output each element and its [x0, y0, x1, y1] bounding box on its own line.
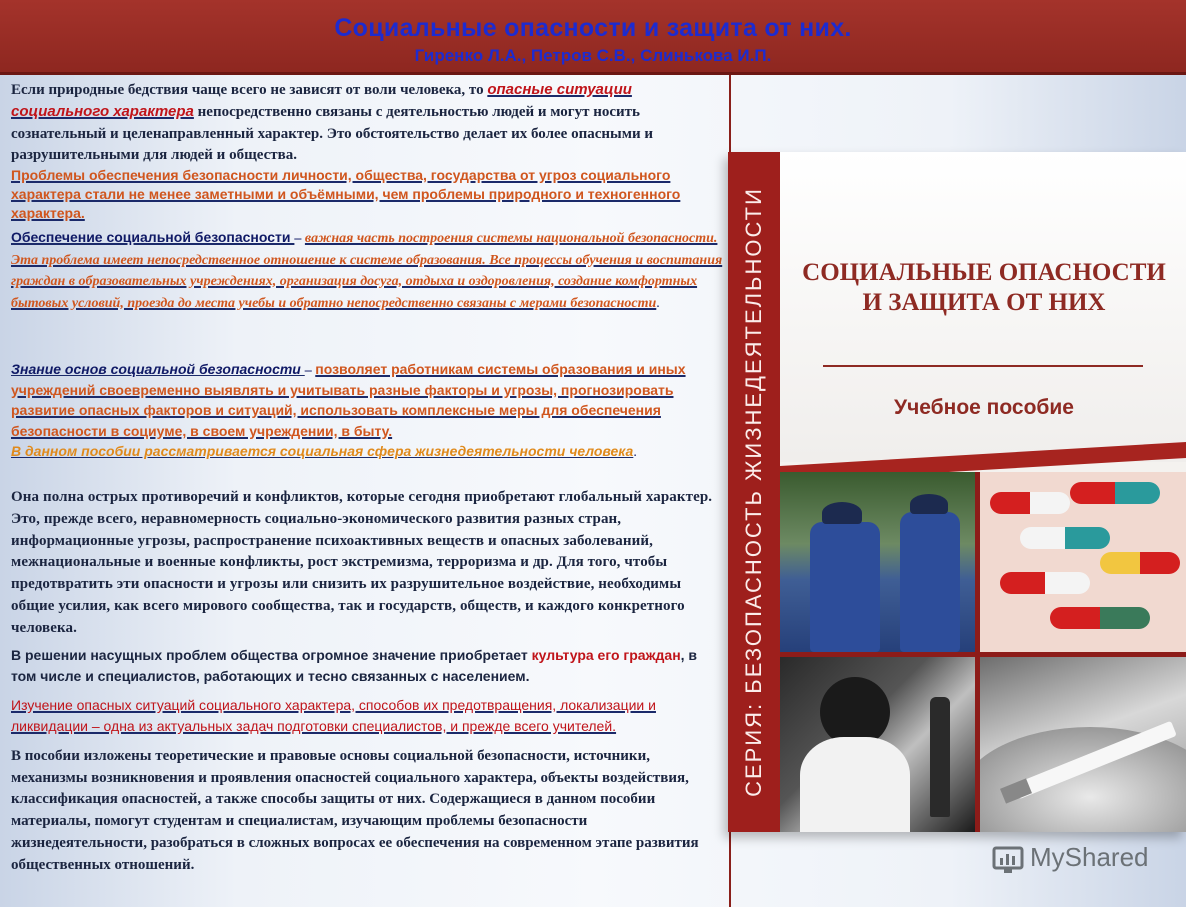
paragraph-contradictions: Она полна острых противоречий и конфликтов, которые сегодня приобретают глобальный характер. Это, прежде всего, неравномерность социально-экономического развития разных стран, информационные угрозы, распространение психоактивных веществ и опасных заболеваний, межнациональные и военные конфликты, рост экстремизма, терроризма и др. Для того, чтобы предотвратить эти опасности и угрозы или снизить их разрушительное воздействие, необходимы общие усилия, как всего мирового сообщества, так и государств, обществ, и каждого конкретного человека.: [11, 489, 713, 636]
social-security-term: Обеспечение социальной безопасности: [11, 229, 295, 245]
paragraph-sphere: [11, 442, 723, 462]
cigarette-photo: [980, 657, 1186, 832]
paragraph-contents: В пособии изложены теоретические и правовые основы социальной безопасности, источники, механизмы возникновения и проявления опасностей социального характера, объекты воздействия, классификация опасностей, а также способы защиты от них. Содержащиеся в данном пособии материалы, помогут студентам и специалистам, изучающим проблемы безопасности жизнедеятельности, разобраться в сложных вопросах ее обеспечения на современном этапе развития общественных отношений.: [11, 748, 699, 873]
culture-highlight: культура его граждан: [531, 647, 681, 663]
pill-icon: [1070, 482, 1160, 504]
pill-icon: [1020, 527, 1110, 549]
book-title-line2: И ЗАЩИТА ОТ НИХ: [862, 289, 1106, 316]
paragraph-intro: [11, 79, 723, 166]
slide-authors: Гиренко Л.А., Петров С.В., Слинькова И.П.: [414, 46, 772, 65]
title-rule: [823, 365, 1143, 367]
period: .: [633, 445, 637, 460]
period: .: [656, 295, 660, 311]
book-spine: [728, 152, 780, 832]
bottle-icon: [930, 697, 950, 817]
intro-highlight: опасные ситуации социального характера: [11, 81, 632, 121]
dash: –: [304, 363, 316, 378]
book-title: [788, 258, 1180, 318]
police-officer-figure: [900, 512, 960, 652]
knowledge-definition: позволяет работникам системы образования и иных учреждений своевременно выявлять и учитывать разные факторы и угрозы, прогнозировать развитие опасных факторов и ситуаций, использовать комплексные меры для обеспечения безопасности в социуме, в своем учреждении, в быту.: [11, 361, 686, 439]
intro-text-end: непосредственно связаны с деятельностью людей и могут носить сознательный и целенаправленный характер. Это обстоятельство делает их более опасными и разрушительными для людей и общества.: [11, 104, 653, 163]
pill-icon: [1000, 572, 1090, 594]
book-subtitle: Учебное пособие: [894, 396, 1074, 419]
watermark: MyShared: [1030, 842, 1149, 872]
police-cap-icon: [910, 494, 948, 514]
myshared-logo-icon: [992, 845, 1024, 875]
paragraph-knowledge: [11, 360, 723, 442]
sphere-text: В данном пособии рассматривается социальная сфера жизнедеятельности человека: [11, 443, 634, 459]
paragraph-culture: [11, 645, 723, 687]
knowledge-term: Знание основ социальной безопасности: [11, 361, 305, 377]
paragraph-social-security: [11, 227, 723, 314]
paragraph-study: Изучение опасных ситуаций социального характера, способов их предотвращения, локализации и ликвидации – одна из актуальных задач подготовки специалистов, и прежде всего учителей.: [11, 697, 656, 734]
slide-header: [0, 0, 1186, 75]
book-title-line1: СОЦИАЛЬНЫЕ ОПАСНОСТИ: [802, 259, 1166, 286]
cover-photos: [780, 472, 1186, 832]
paragraph-problems: Проблемы обеспечения безопасности личности, общества, государства от угроз социального характера стали не менее заметными и объёмными, чем проблемы природного и техногенного характера.: [11, 167, 681, 221]
book-series: СЕРИЯ: БЕЗОПАСНОСТЬ ЖИЗНЕДЕЯТЕЛЬНОСТИ: [741, 187, 766, 797]
culture-text-end: , в том числе и специалистов, работающих и тесно связанных с населением.: [11, 647, 698, 684]
pill-icon: [990, 492, 1070, 514]
pills-photo: [980, 472, 1186, 652]
book-cover: [728, 152, 1186, 832]
police-photo: [780, 472, 975, 652]
dash: –: [294, 231, 305, 246]
slide-title: Социальные опасности и защита от них.: [334, 14, 852, 42]
social-security-definition: важная часть построения системы национальной безопасности. Эта проблема имеет непосредственное отношение к системе образования. Все процессы обучения и воспитания граждан в образовательных учреждениях, организация досуга, отдыха и оздоровления, создание комфортных бытовых условий, проезда до места учебы и обратно непосредственно связаны с мерами безопасности: [11, 231, 723, 311]
person-shirt-icon: [800, 737, 910, 832]
culture-text-start: В решении насущных проблем общества огромное значение приобретает: [11, 647, 532, 663]
despair-photo: [780, 657, 975, 832]
pill-icon: [1100, 552, 1180, 574]
intro-text-start: Если природные бедствия чаще всего не зависят от воли человека, то: [11, 82, 488, 98]
police-cap-icon: [822, 502, 862, 524]
police-officer-figure: [810, 522, 880, 652]
pill-icon: [1050, 607, 1150, 629]
